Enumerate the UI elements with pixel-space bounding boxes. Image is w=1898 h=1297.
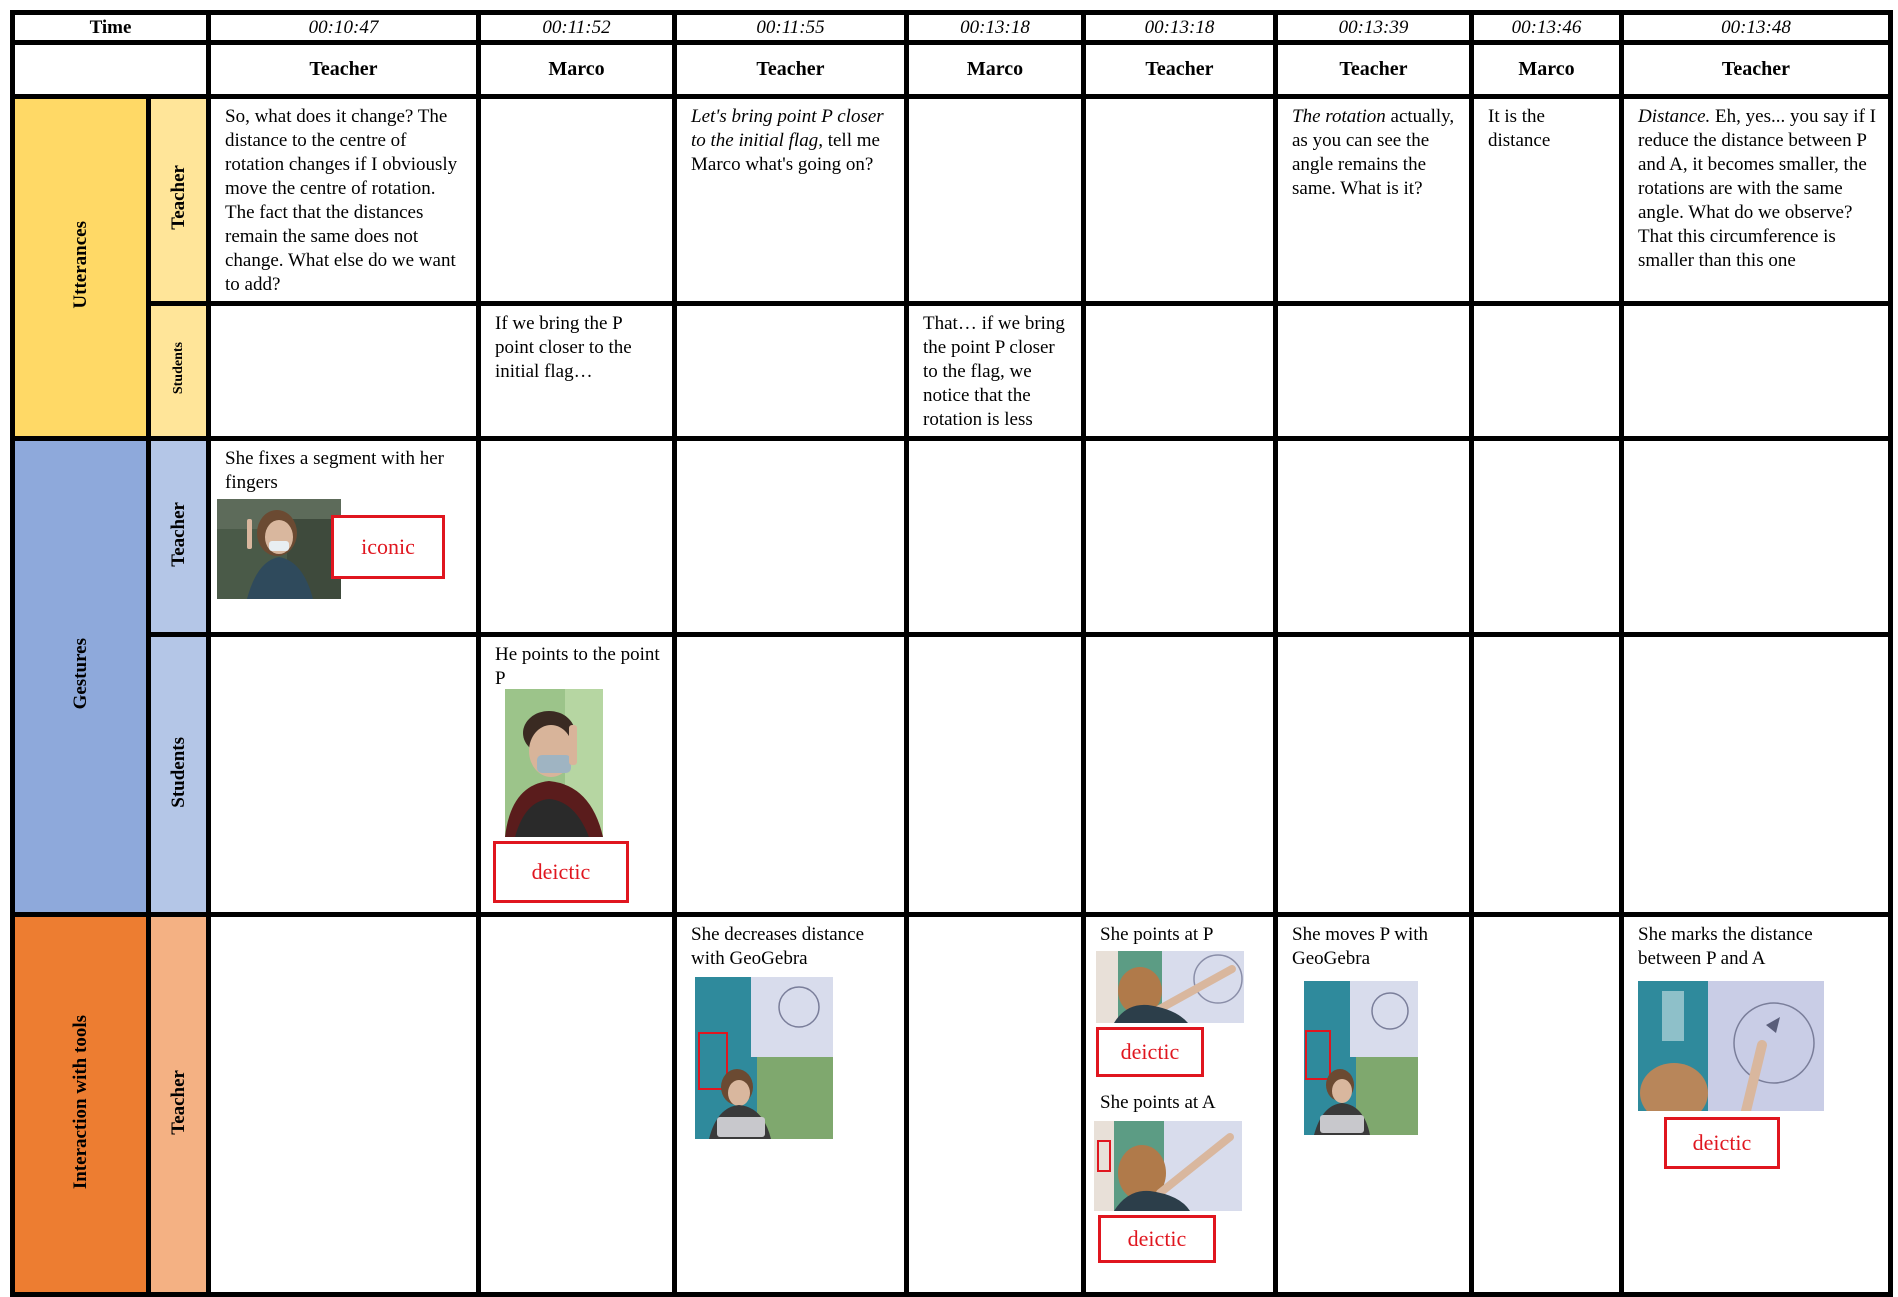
interaction-text: She decreases distance with GeoGebra <box>691 924 865 969</box>
gesture-cell-empty <box>907 635 1084 915</box>
student-gesture-photo <box>505 689 603 837</box>
utterance-cell-empty <box>1472 304 1622 439</box>
speaker-cell: Marco <box>907 43 1084 97</box>
utterance-cell-empty <box>1622 304 1891 439</box>
time-row <box>13 13 1891 43</box>
category-interaction-label: Interaction with tools <box>69 1014 91 1190</box>
interaction-text: She moves P with GeoGebra <box>1292 924 1428 969</box>
utterance-cell-empty <box>1084 304 1276 439</box>
gesture-cell-empty <box>1276 439 1472 635</box>
gesture-cell <box>209 439 479 635</box>
category-interaction <box>13 915 149 1295</box>
speaker-cell: Teacher <box>209 43 479 97</box>
gesture-cell-empty <box>675 439 907 635</box>
category-gestures <box>13 439 149 915</box>
subcategory-students <box>149 304 209 439</box>
utterance-cell <box>1622 97 1891 304</box>
utterance-text: If we bring the P point closer to the initial flag… <box>495 313 632 382</box>
point-p-photo <box>1096 951 1244 1023</box>
utterance-text <box>1624 99 1888 277</box>
speaker-cell: Teacher <box>1276 43 1472 97</box>
distance-mark-photo <box>1638 981 1824 1111</box>
utterance-cell-empty <box>209 304 479 439</box>
geogebra-photo <box>695 977 833 1139</box>
utterance-rest: tell me Marco what's going on? <box>691 130 880 175</box>
interaction-text: She points at P <box>1100 924 1214 945</box>
utterance-text: It is the distance <box>1488 106 1551 151</box>
interaction-type-label: deictic <box>1096 1027 1204 1077</box>
time-cell: 00:10:47 <box>209 13 479 43</box>
gesture-text: She fixes a segment with her fingers <box>225 448 444 493</box>
utterance-italic: Distance. <box>1638 106 1711 127</box>
geogebra-photo-image <box>695 977 833 1139</box>
gesture-cell-empty <box>1084 439 1276 635</box>
gesture-cell-empty <box>675 635 907 915</box>
gestures-students-row <box>13 635 1891 915</box>
subcategory-students <box>149 635 209 915</box>
interaction-cell-empty <box>479 915 675 1295</box>
subcategory-teacher-label: Teacher <box>167 501 189 567</box>
utterance-cell-empty <box>907 97 1084 304</box>
interaction-cell-empty <box>209 915 479 1295</box>
subcategory-students-label: Students <box>167 736 189 808</box>
speaker-row <box>13 43 1891 97</box>
gesture-cell-empty <box>1622 439 1891 635</box>
student-photo-image <box>505 689 603 837</box>
category-gestures-label: Gestures <box>69 638 91 710</box>
utterance-italic: Let's bring point P closer to the initial flag, <box>691 106 884 151</box>
speaker-cell: Teacher <box>675 43 907 97</box>
utterance-cell-empty <box>1084 97 1276 304</box>
subcategory-students-label: Students <box>170 342 186 395</box>
gesture-cell-empty <box>209 635 479 915</box>
gesture-type-label: iconic <box>331 515 445 579</box>
point-a-photo-image <box>1094 1121 1242 1211</box>
transcript-table <box>10 10 1893 1297</box>
utterance-cell <box>209 97 479 304</box>
gesture-cell-empty <box>1472 439 1622 635</box>
utterance-cell-empty <box>675 304 907 439</box>
utterances-teacher-row <box>13 97 1891 304</box>
gesture-cell-empty <box>1472 635 1622 915</box>
subcategory-teacher <box>149 97 209 304</box>
subcategory-teacher <box>149 439 209 635</box>
interaction-cell <box>1276 915 1472 1295</box>
time-header: Time <box>13 13 209 43</box>
utterance-text <box>1278 99 1469 205</box>
gesture-cell-empty <box>1276 635 1472 915</box>
interaction-cell-empty <box>907 915 1084 1295</box>
subcategory-teacher <box>149 915 209 1295</box>
interaction-cell <box>1622 915 1891 1295</box>
time-cell: 00:13:48 <box>1622 13 1891 43</box>
utterance-cell-empty <box>479 97 675 304</box>
speaker-cell: Marco <box>1472 43 1622 97</box>
point-a-photo <box>1094 1121 1242 1211</box>
utterance-cell <box>479 304 675 439</box>
teacher-gesture-photo <box>217 499 341 599</box>
utterance-cell-empty <box>1276 304 1472 439</box>
interaction-teacher-row <box>13 915 1891 1295</box>
time-cell: 00:13:39 <box>1276 13 1472 43</box>
utterance-italic: The rotation <box>1292 106 1386 127</box>
utterance-text: That… if we bring the point P closer to the flag, we notice that the rotation is less <box>923 313 1065 430</box>
utterance-rest: Eh, yes... you say if I reduce the distance between P and A, it becomes smaller, the rotations are with the same angle. What do we observe? That this circumference is smaller than this one <box>1638 106 1876 271</box>
subcategory-teacher-label: Teacher <box>167 1069 189 1135</box>
time-cell: 00:13:18 <box>1084 13 1276 43</box>
utterance-cell <box>675 97 907 304</box>
time-cell: 00:13:46 <box>1472 13 1622 43</box>
speaker-header-empty <box>13 43 209 97</box>
subcategory-teacher-label: Teacher <box>167 165 189 230</box>
interaction-type-label: deictic <box>1664 1117 1780 1169</box>
distance-mark-photo-image <box>1638 981 1824 1111</box>
gesture-cell-empty <box>1084 635 1276 915</box>
utterances-students-row <box>13 304 1891 439</box>
gestures-teacher-row <box>13 439 1891 635</box>
utterance-text: So, what does it change? The distance to the centre of rotation changes if I obviously move the centre of rotation. The fact that the distances remain the same does not change. What else do we want to add? <box>225 106 458 295</box>
gesture-cell-empty <box>479 439 675 635</box>
category-utterances-label: Utterances <box>69 221 91 309</box>
interaction-cell <box>675 915 907 1295</box>
time-cell: 00:11:55 <box>675 13 907 43</box>
gesture-cell <box>479 635 675 915</box>
geogebra-move-photo-image <box>1304 981 1418 1135</box>
speaker-cell: Teacher <box>1622 43 1891 97</box>
category-utterances <box>13 97 149 439</box>
geogebra-move-photo <box>1304 981 1418 1135</box>
interaction-type-label: deictic <box>1098 1215 1216 1263</box>
gesture-cell-empty <box>1622 635 1891 915</box>
speaker-cell: Marco <box>479 43 675 97</box>
gesture-type-label: deictic <box>493 841 629 903</box>
point-p-photo-image <box>1096 951 1244 1023</box>
utterance-cell <box>907 304 1084 439</box>
teacher-photo-image <box>217 499 341 599</box>
time-cell: 00:11:52 <box>479 13 675 43</box>
interaction-cell-empty <box>1472 915 1622 1295</box>
interaction-text: She points at A <box>1100 1092 1216 1113</box>
utterance-text <box>677 99 904 181</box>
gesture-cell-empty <box>907 439 1084 635</box>
utterance-rest: actually, as you can see the angle remains the same. What is it? <box>1292 106 1455 199</box>
interaction-text: She marks the distance between P and A <box>1638 924 1813 969</box>
utterance-cell <box>1472 97 1622 304</box>
speaker-cell: Teacher <box>1084 43 1276 97</box>
gesture-text: He points to the point P <box>495 644 660 689</box>
interaction-cell <box>1084 915 1276 1295</box>
utterance-cell <box>1276 97 1472 304</box>
time-cell: 00:13:18 <box>907 13 1084 43</box>
